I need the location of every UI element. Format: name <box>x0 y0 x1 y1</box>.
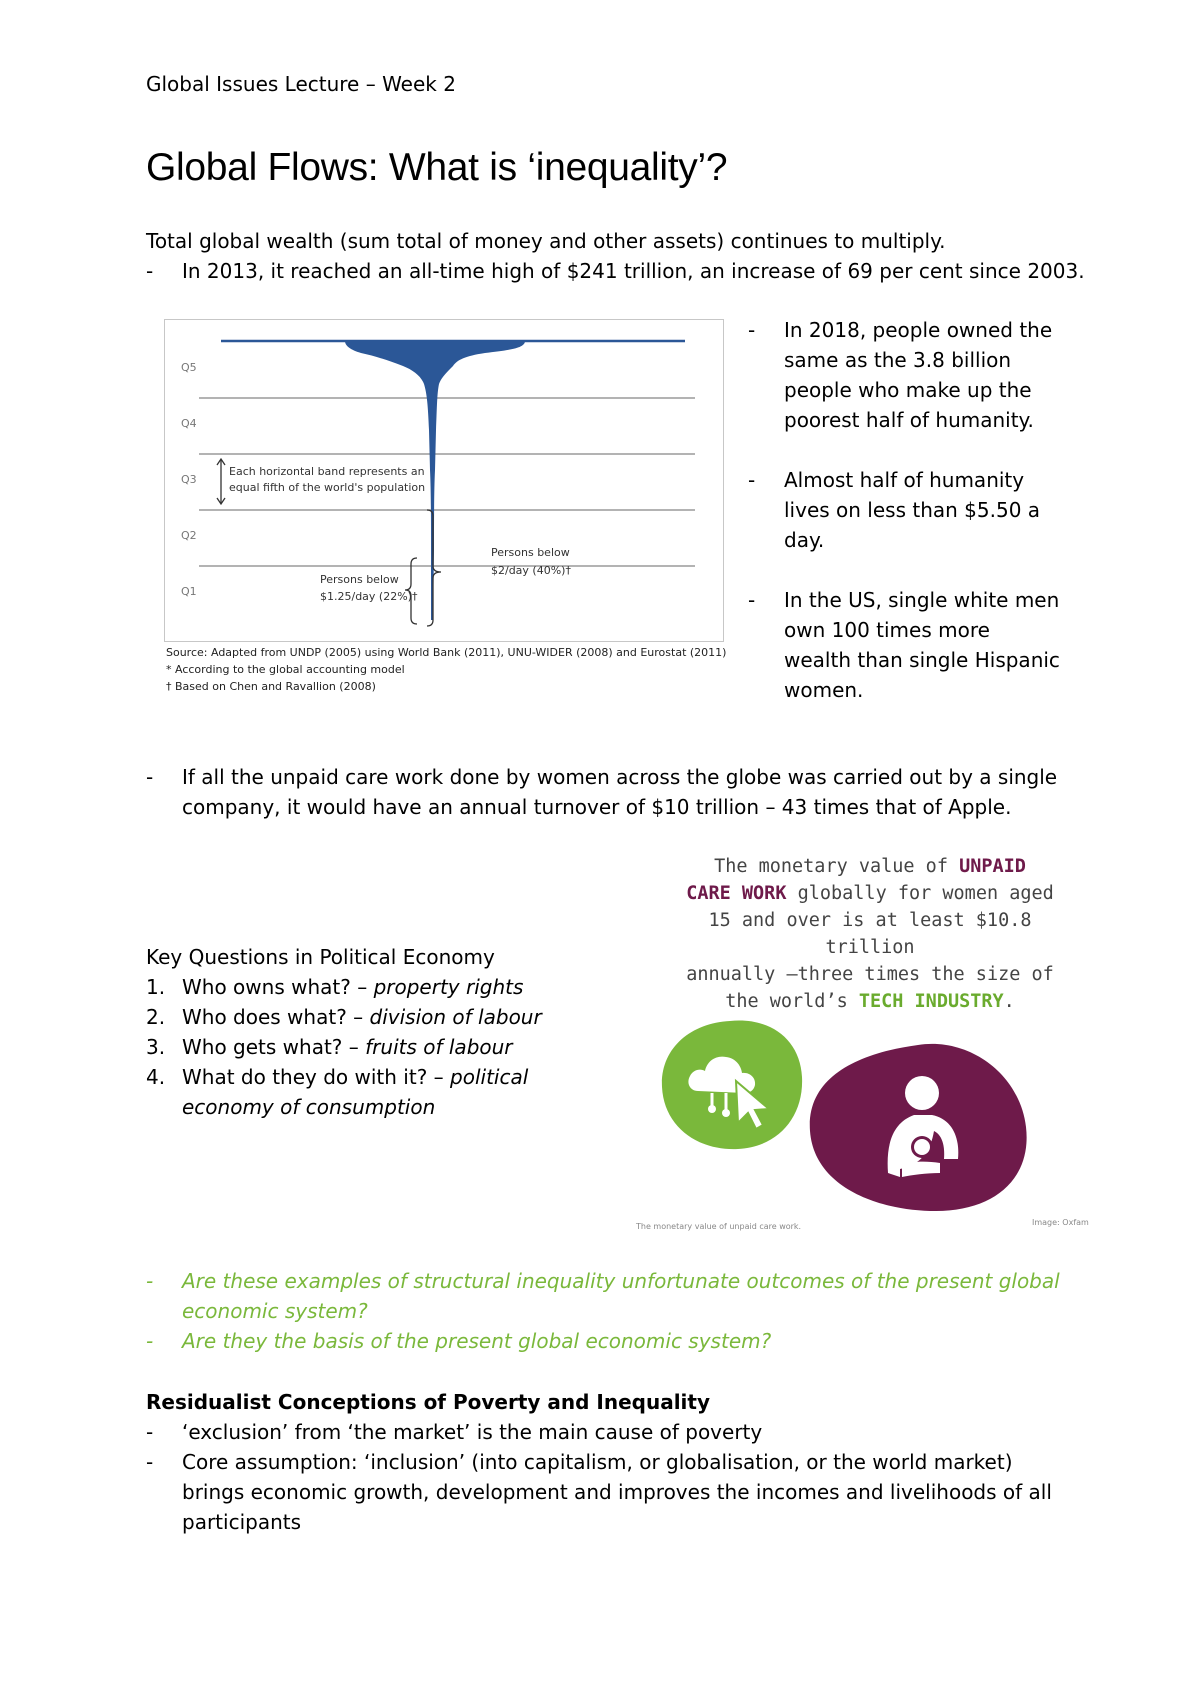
side-bullet-line: same as the 3.8 billion <box>784 348 1012 372</box>
y-label-q3: Q3 <box>181 473 197 486</box>
answer-text: property rights <box>373 975 524 999</box>
side-bullet-list <box>748 315 1088 705</box>
residualist-heading: Residualist Conceptions of Poverty and Inequality <box>146 1390 711 1414</box>
side-bullet <box>748 465 1088 555</box>
band-note-line1: Each horizontal band represents an <box>229 465 425 478</box>
band-note-line2: equal fifth of the world's population <box>229 481 426 494</box>
item-number: 1. <box>146 975 166 999</box>
side-bullet-line: women. <box>784 678 864 702</box>
reflection-question <box>146 1326 1136 1356</box>
y-label-q2: Q2 <box>181 529 197 542</box>
side-bullet-line: people who make up the <box>784 378 1032 402</box>
side-bullet-line: lives on less than $5.50 a <box>784 498 1041 522</box>
side-bullet-line: - Almost half of humanity <box>784 468 1025 492</box>
y-label-q4: Q4 <box>181 417 197 430</box>
persons-2-line1: Persons below <box>491 546 570 559</box>
persons-125-line1: Persons below <box>320 573 399 586</box>
residualist-section <box>146 1387 1136 1537</box>
side-bullet <box>748 315 1088 435</box>
intro-block <box>146 226 1106 286</box>
answer-text: fruits of labour <box>365 1035 513 1059</box>
residualist-line: participants <box>182 1510 302 1534</box>
key-questions-heading: Key Questions in Political Economy <box>146 945 495 969</box>
question-line: - Are these examples of structural inequality unfortunate outcomes of the present global <box>182 1269 1060 1293</box>
answer-text: political <box>450 1065 529 1089</box>
info-text: the world’s <box>725 991 859 1012</box>
intro-bullet: - In 2013, it reached an all-time high of $241 trillion, an increase of 69 per cent since 2003. <box>146 256 1106 286</box>
info-highlight: UNPAID <box>959 856 1026 877</box>
side-bullet-line: - In 2018, people owned the <box>784 318 1053 342</box>
reflection-question <box>146 1266 1136 1326</box>
info-highlight: TECH INDUSTRY <box>858 991 1004 1012</box>
page-title: Global Flows: What is ‘inequality’? <box>146 146 728 189</box>
key-question-item <box>146 972 596 1002</box>
care-bullet-line: - If all the unpaid care work done by women across the globe was carried out by a single <box>182 765 1058 789</box>
info-highlight: CARE WORK <box>686 883 787 904</box>
band-height-arrow <box>217 459 225 504</box>
answer-text: economy of consumption <box>182 1095 436 1119</box>
chart-source-notes <box>166 644 726 695</box>
residualist-bullet <box>146 1447 1136 1537</box>
info-text: The monetary value of <box>714 856 960 877</box>
question-text: Who does what? – <box>182 1005 370 1029</box>
intro-text: Total global wealth (sum total of money and other assets) continues to multiply. <box>146 229 946 253</box>
persons-125-line2: $1.25/day (22%)† <box>320 590 418 603</box>
source-line: Source: Adapted from UNDP (2005) using World Bank (2011), UNU-WIDER (2008) and Eurostat (2011) <box>166 646 727 659</box>
question-text: Who owns what? – <box>182 975 374 999</box>
side-bullet-line: own 100 times more <box>784 618 990 642</box>
key-question-item <box>146 1032 596 1062</box>
care-bullet-line: company, it would have an annual turnover of $10 trillion – 43 times that of Apple. <box>182 795 1012 819</box>
residualist-bullet: - ‘exclusion’ from ‘the market’ is the main cause of poverty <box>146 1417 1136 1447</box>
key-question-item <box>146 1002 596 1032</box>
item-number: 4. <box>146 1065 166 1089</box>
y-label-q1: Q1 <box>181 585 197 598</box>
question-text: What do they do with it? – <box>182 1065 451 1089</box>
infographic-caption: The monetary value of unpaid care work. <box>636 1222 802 1231</box>
info-text: annually –three times the size of <box>686 964 1054 985</box>
key-questions <box>146 942 596 1122</box>
answer-text: division of labour <box>369 1005 542 1029</box>
item-number: 3. <box>146 1035 166 1059</box>
side-bullet-line: - In the US, single white men <box>784 588 1060 612</box>
key-question-item <box>146 1062 596 1122</box>
reflection-questions <box>146 1266 1136 1356</box>
source-line: † Based on Chen and Ravallion (2008) <box>166 680 376 693</box>
info-text: . <box>1003 991 1015 1012</box>
item-number: 2. <box>146 1005 166 1029</box>
question-text: Who gets what? – <box>182 1035 366 1059</box>
info-text: 15 and over is at least $10.8 trillion <box>708 910 1032 958</box>
care-work-bullet <box>146 762 1136 822</box>
wealth-distribution-chart <box>164 319 724 642</box>
champagne-glass-graphic <box>165 320 723 641</box>
question-line: - Are they the basis of the present global economic system? <box>182 1329 772 1353</box>
document-header: Global Issues Lecture – Week 2 <box>146 72 456 96</box>
persons-2-line2: $2/day (40%)† <box>491 564 571 577</box>
question-line: economic system? <box>182 1299 368 1323</box>
info-text: globally for women aged <box>786 883 1054 904</box>
unpaid-care-infographic-text <box>660 853 1080 1015</box>
infographic-credit: Image: Oxfam <box>1032 1218 1089 1227</box>
side-bullet-line: poorest half of humanity. <box>784 408 1034 432</box>
residualist-line: - Core assumption: ‘inclusion’ (into capitalism, or globalisation, or the world market) <box>182 1450 1013 1474</box>
side-bullet-line: wealth than single Hispanic <box>784 648 1060 672</box>
source-line: * According to the global accounting model <box>166 663 405 676</box>
y-label-q5: Q5 <box>181 361 197 374</box>
residualist-line: brings economic growth, development and improves the incomes and livelihoods of all <box>182 1480 1052 1504</box>
infographic-icons <box>660 1015 1060 1215</box>
side-bullet <box>748 585 1088 705</box>
side-bullet-line: day. <box>784 528 825 552</box>
